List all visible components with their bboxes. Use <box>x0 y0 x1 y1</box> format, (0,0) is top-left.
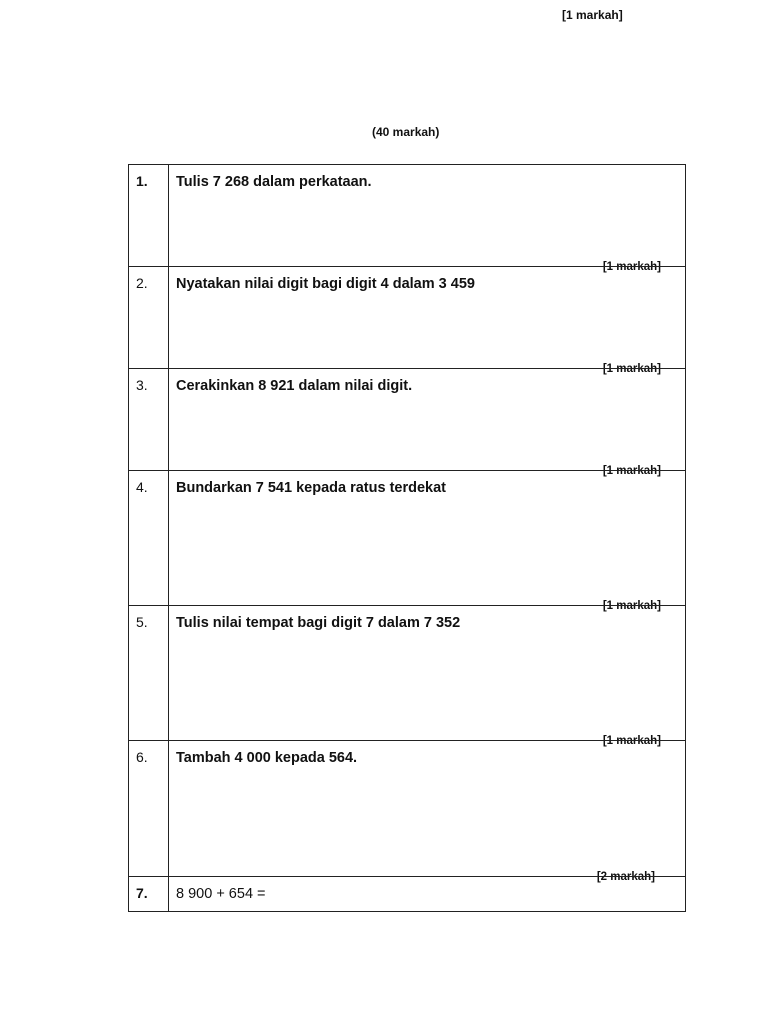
question-number: 1. <box>129 165 169 267</box>
question-number: 5. <box>129 606 169 741</box>
questions-table <box>128 164 686 912</box>
question-text: Nyatakan nilai digit bagi digit 4 dalam 3 459 <box>176 276 475 292</box>
question-text: Tambah 4 000 kepada 564. <box>176 750 358 766</box>
question-text: Bundarkan 7 541 kepada ratus terdekat <box>176 480 446 496</box>
question-number: 2. <box>129 267 169 369</box>
question-marks: [2 markah] <box>596 871 655 883</box>
total-marks-label: (40 markah) <box>372 125 440 139</box>
question-row-5 <box>129 606 686 741</box>
question-marks: [1 markah] <box>602 363 661 375</box>
question-marks: [1 markah] <box>602 735 661 747</box>
question-text: Cerakinkan 8 921 dalam nilai digit. <box>176 378 413 394</box>
question-row-1 <box>129 165 686 267</box>
question-marks: [1 markah] <box>602 600 661 612</box>
question-row-4 <box>129 471 686 606</box>
question-marks: [1 markah] <box>602 261 661 273</box>
question-row-3 <box>129 369 686 471</box>
question-number: 4. <box>129 471 169 606</box>
question-row-2 <box>129 267 686 369</box>
question-text: Tulis nilai tempat bagi digit 7 dalam 7 352 <box>176 615 461 631</box>
question-number: 3. <box>129 369 169 471</box>
question-marks: [1 markah] <box>602 465 661 477</box>
question-row-7 <box>129 877 686 912</box>
top-marks-label: [1 markah] <box>562 8 623 22</box>
question-text: 8 900 + 654 = <box>176 886 266 902</box>
question-number: 6. <box>129 741 169 877</box>
question-number: 7. <box>129 877 169 912</box>
question-row-6 <box>129 741 686 877</box>
question-text: Tulis 7 268 dalam perkataan. <box>176 174 372 190</box>
